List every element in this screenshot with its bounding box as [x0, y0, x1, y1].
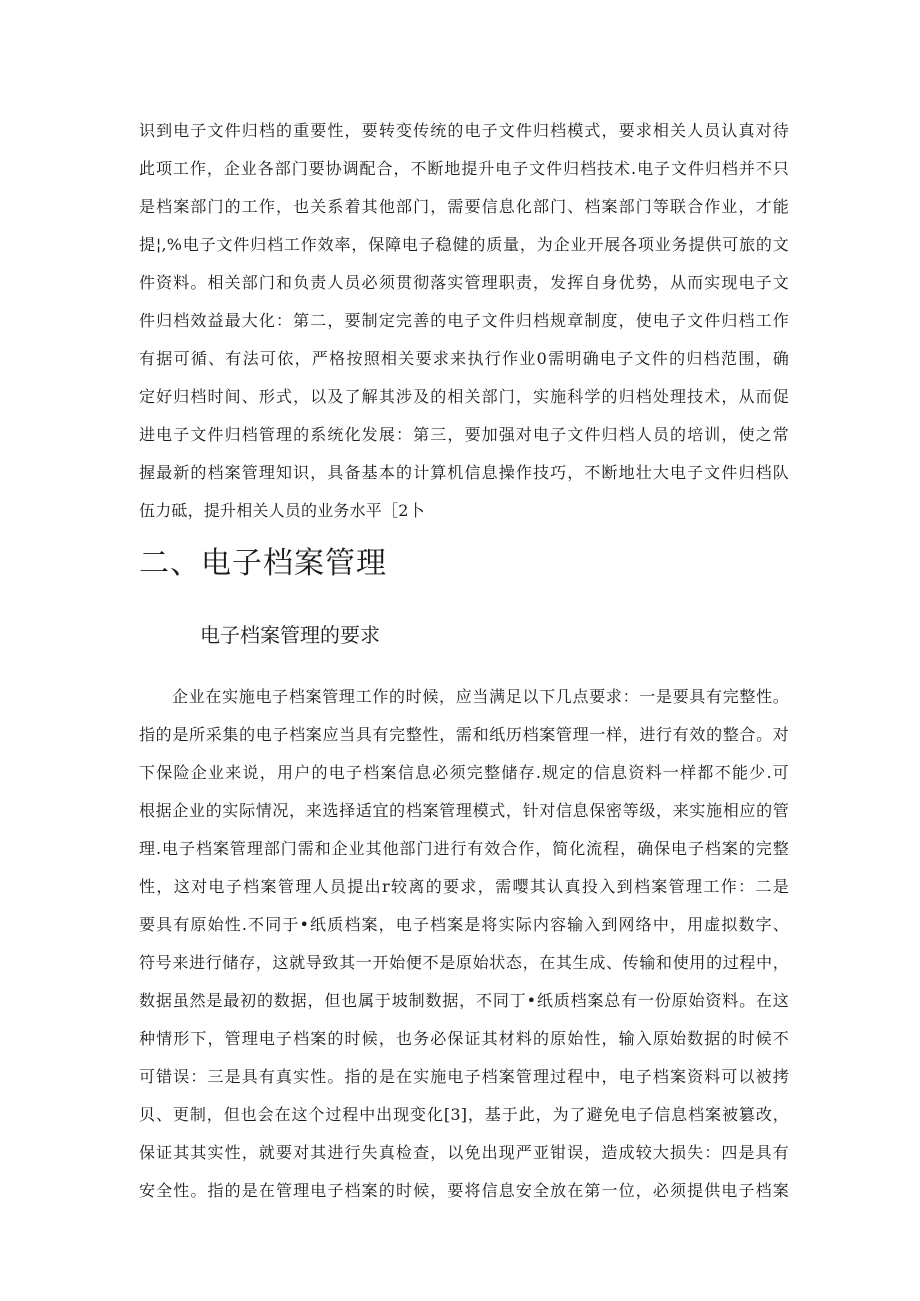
- body-paragraph-1: [139, 112, 789, 530]
- text-line: 此项工作，企业各部门要协调配合，不断地提升电子文件归档技术.电子文件归档并不只: [139, 159, 789, 178]
- text-line: 安全性。指的是在管理电子档案的时候，要将信息安全放在第一位，必须提供电子档案: [139, 1181, 789, 1200]
- text-line: 根据企业的实际情况，来选择适宜的档案管理模式，针对信息保密等级，来实施相应的管: [139, 801, 789, 820]
- text-line: 数据虽然是最初的数据，但也属于坡制数据，不同丁•纸质档案总有一份原始资料。在这: [139, 991, 789, 1010]
- text-line: 理.电子档案管理部门需和企业其他部门进行有效合作，简化流程，确保电子档案的完整: [139, 839, 789, 858]
- body-paragraph-2: [139, 678, 789, 1210]
- text-line-last: 伍力砥，提升相关人员的业务水平［2卜: [139, 501, 425, 520]
- text-line: 可错误：三是具有真实性。指的是在实施电子档案管理过程中，电子档案资料可以被拷: [139, 1067, 789, 1086]
- text-line: 性，这对电子档案管理人员提出r较离的要求，需嘤其认真投入到档案管理工作：二是: [139, 877, 789, 896]
- text-line: 提¦,%电子文件归档工作效率，保障电子稳健的质量，为企业开展各项业务提供可旅的文: [139, 235, 789, 254]
- text-line: 贝、更制，但也会在这个过程中出现变化[3]，基于此，为了避免电子信息档案被篡改，: [139, 1105, 789, 1124]
- text-line: 件资料。相关部门和负责人员必须贯彻落实管理职责，发挥自身优势，从而实现电子文: [139, 273, 789, 292]
- text-line: 符号来进行储存，这就导致其一开始便不是原始状态，在其生成、传输和使用的过程中，: [139, 953, 789, 972]
- text-line: 是档案部门的工作，也关系着其他部门，需要信息化部门、档案部门等联合作业，才能: [139, 197, 789, 216]
- text-line: 件归档效益最大化：第二，要制定完善的电子文件归档规章制度，使电子文件归档工作: [139, 311, 789, 330]
- text-line: 要具有原始性.不同于•纸质档案，电子档案是将实际内容输入到网络中，用虚拟数字、: [139, 915, 789, 934]
- text-line: 保证其其实性，就要对其进行失真检查，以免出现严亚钳误，造成较大损失：四是具有: [139, 1143, 789, 1162]
- text-line: 指的是所采集的电子档案应当具有完整性，需和纸历档案管理一样，进行有效的整合。对: [139, 725, 789, 744]
- text-line: 种情形下，管理电子档案的时候，也务必保证其材料的原始性，输入原始数据的时候不: [139, 1029, 789, 1048]
- text-line-first: 企业在实施电子档案管理工作的时候，应当满足以下几点要求：一是要具有完整性。: [172, 687, 789, 706]
- text-line: 进电子文件归档管理的系统化发展：第三，要加强对电子文件归档人员的培训，使之常: [139, 425, 789, 444]
- text-line: 握最新的档案管理知识，具备基本的计算机信息操作技巧，不断地壮大电子文件归档队: [139, 463, 789, 482]
- text-line: 识到电子文件归档的重要性，要转变传统的电子文件归档模式，要求相关人员认真对待: [139, 121, 789, 140]
- text-line: 下保险企业来说，用户的电子档案信息必须完整储存.规定的信息资料一样都不能少.可: [139, 763, 789, 782]
- section-heading: 二、电子档案管理: [139, 546, 387, 581]
- text-line: 定好归档时间、形式，以及了解其涉及的相关部门，实施科学的归档处理技术，从而促: [139, 387, 789, 406]
- subsection-heading: 电子档案管理的要求: [200, 623, 380, 647]
- text-line: 有据可循、有法可依，严格按照相关要求来执行作业0需明确电子文件的归档范围，确: [139, 349, 789, 368]
